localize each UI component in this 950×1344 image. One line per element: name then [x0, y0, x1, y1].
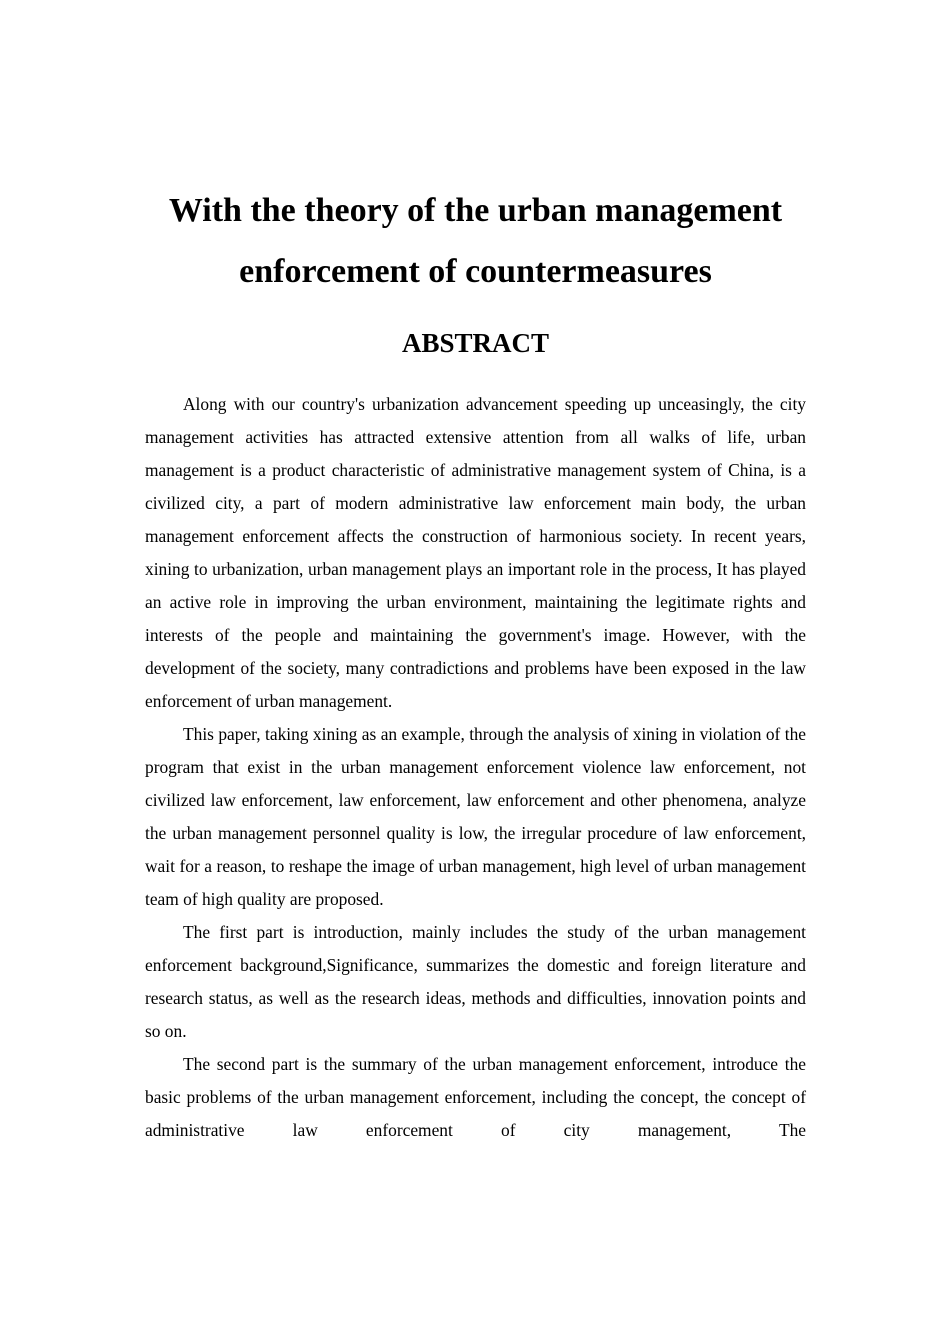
- abstract-paragraph-4: The second part is the summary of the urban management enforcement, introduce the basic problems of the urban management enforcement, including the concept, the concept of administrative law enforcement of city management, The: [145, 1054, 806, 1140]
- abstract-paragraph-2: This paper, taking xining as an example, through the analysis of xining in violation of the program that exist in the urban management enforcement violence law enforcement, not civilized law enforcement, law enforcement, law enforcement and other phenomena, analyze the urban management personnel quality is low, the irregular procedure of law enforcement, wait for a reason, to reshape the image of urban management, high level of urban management team of high quality are proposed.: [145, 724, 806, 909]
- abstract-heading: ABSTRACT: [401, 328, 550, 358]
- abstract-paragraph-1: Along with our country's urbanization advancement speeding up unceasingly, the city management activities has attracted extensive attention from all walks of life, urban management is a product characteristic of administrative management system of China, is a civilized city, a part of modern administrative law enforcement main body, the urban management enforcement affects the construction of harmonious society. In recent years, xining to urbanization, urban management plays an important role in the process, It has played an active role in improving the urban environment, maintaining the legitimate rights and interests of the people and maintaining the government's image. However, with the development of the society, many contradictions and problems have been exposed in the law enforcement of urban management.: [145, 394, 806, 711]
- document-page: [145, 180, 806, 1147]
- document-title: With the theory of the urban management enforcement of countermeasures: [168, 192, 783, 290]
- abstract-paragraph-3: The first part is introduction, mainly includes the study of the urban management enforcement background,Significance, summarizes the domestic and foreign literature and research status, as well as the research ideas, methods and difficulties, innovation points and so on.: [145, 922, 806, 1041]
